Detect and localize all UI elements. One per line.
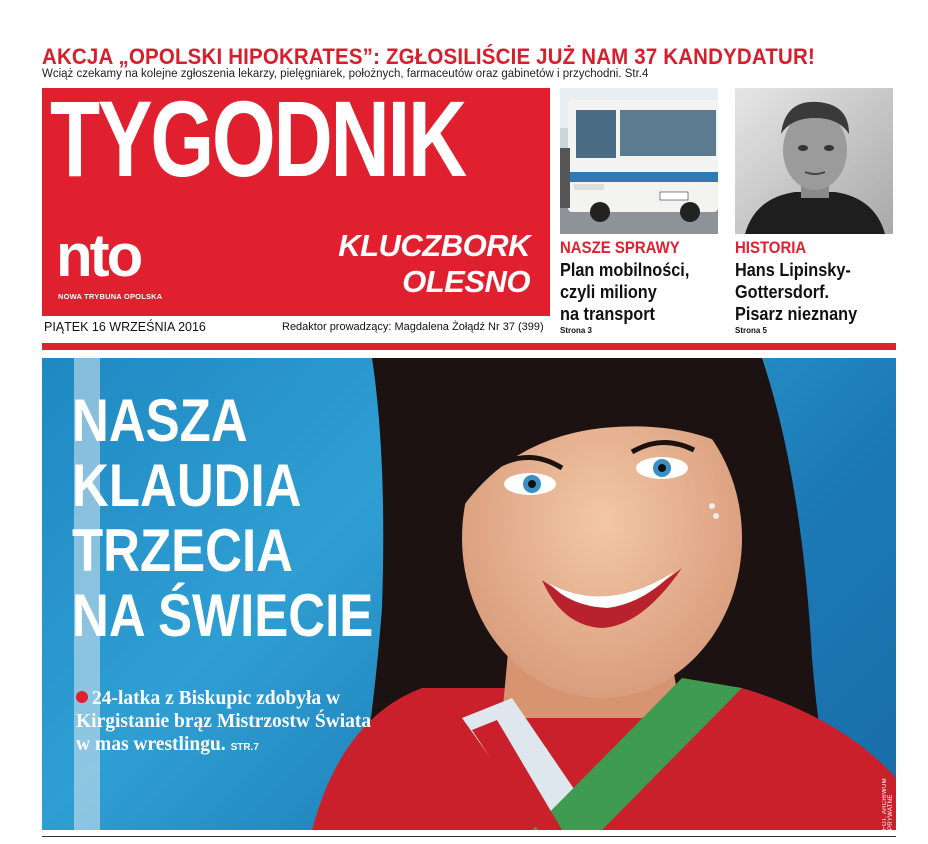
bus-photo-icon xyxy=(560,88,718,234)
masthead xyxy=(42,88,550,316)
teaser-headline-line: Plan mobilności, xyxy=(560,259,690,280)
dateline xyxy=(42,318,550,338)
hero-headline-line: KLAUDIA xyxy=(72,452,302,519)
hero-lede xyxy=(76,687,376,759)
edition-region xyxy=(338,228,530,300)
issue-editor: Redaktor prowadzący: Magdalena Żołądź Nr 37 (399) xyxy=(282,321,544,333)
portrait-photo-icon xyxy=(735,88,893,234)
hero-story[interactable] xyxy=(42,358,896,830)
hero-page-ref: STR.7 xyxy=(230,742,259,753)
promo-banner-title[interactable]: AKCJA „OPOLSKI HIPOKRATES”: ZGŁOSILIŚCIE JUŻ NAM 37 KANDYDATUR! xyxy=(42,44,815,69)
photo-credit: FOT. ARCHIWUM PRYWATNE xyxy=(882,778,894,830)
teaser-page-ref: Strona 3 xyxy=(560,326,593,335)
hero-headline-line: NA ŚWIECIE xyxy=(72,582,374,649)
teaser-kicker: NASZE SPRAWY xyxy=(560,238,680,257)
teaser-page-ref: Strona 5 xyxy=(735,326,768,335)
teaser-headline-line: Gottersdorf. xyxy=(735,281,830,302)
teaser-historia[interactable] xyxy=(735,88,893,335)
issue-date: PIĄTEK 16 WRZEŚNIA 2016 xyxy=(44,320,206,334)
hero-headline-line: TRZECIA xyxy=(72,517,293,584)
promo-banner-subtitle: Wciąż czekamy na kolejne zgłoszenia lekarzy, pielęgniarek, położnych, farmaceutów oraz gabinetów i przychodni. Str.4 xyxy=(42,68,649,80)
masthead-title: TYGODNIK xyxy=(50,88,465,199)
hero-lede-text: 24-latka z Biskupic zdobyła w Kirgistanie brąz Mistrzostw Świata w mas wrestlingu. xyxy=(76,688,372,755)
teaser-nasze-sprawy[interactable] xyxy=(560,88,718,335)
hero-headline-line: NASZA xyxy=(72,387,248,454)
nto-logo: nto xyxy=(56,222,141,289)
teaser-headline-line: na transport xyxy=(560,303,655,324)
teaser-kicker: HISTORIA xyxy=(735,238,807,257)
section-divider xyxy=(42,343,896,350)
hero-headline xyxy=(72,388,373,648)
teaser-headline-line: Hans Lipinsky- xyxy=(735,259,851,280)
region-line-1: KLUCZBORK xyxy=(338,228,530,263)
bullet-dot-icon xyxy=(76,691,88,703)
region-line-2: OLESNO xyxy=(402,264,530,299)
teaser-headline-line: czyli miliony xyxy=(560,281,657,302)
nto-logo-subtitle: NOWA TRYBUNA OPOLSKA xyxy=(58,292,163,301)
bottom-divider xyxy=(42,836,896,837)
teaser-headline-line: Pisarz nieznany xyxy=(735,303,858,324)
